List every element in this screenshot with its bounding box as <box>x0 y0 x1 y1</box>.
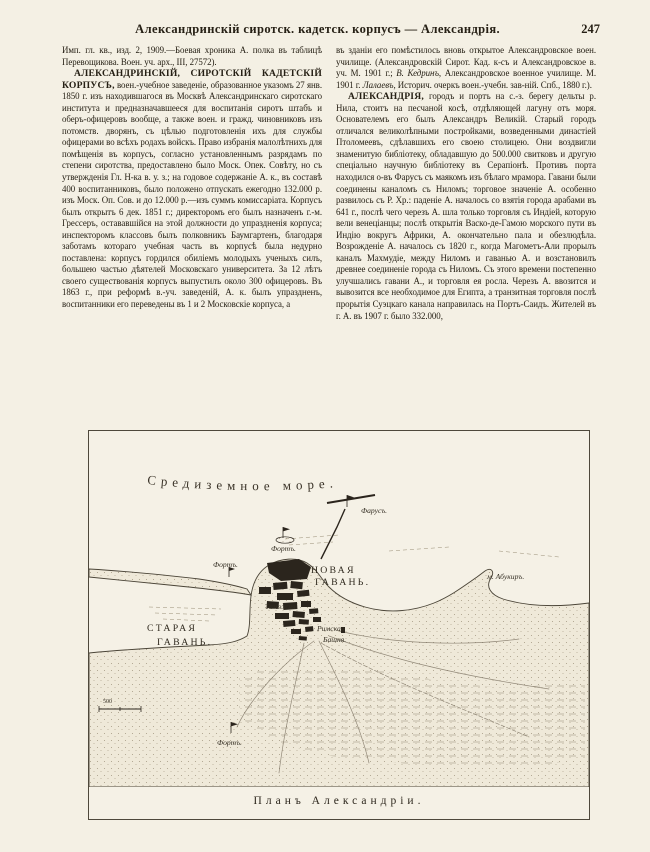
map-label-sea-text: Средиземное море. <box>146 472 339 494</box>
map-label-fort-spit: Фортъ. <box>213 560 238 569</box>
article-body-alexandria: городъ и портъ на с.-з. берегу дельты р. Нила, стоитъ на песчаной косѣ, отдѣляющей лагуну отъ моря. Основателемъ его былъ Александръ Великій. Старый городъ отличался великолѣпными постройками, возведенными династіей Птоломеевъ, сдѣлавшихъ его своею столицею. Они воздвигли знаменитую библіотеку, обладавшую до 500.000 свитковъ и другую спеціально научную библіотеку въ Серапіонѣ. Противъ порта находился о-въ Фарусъ съ маякомъ изъ бѣлаго мрамора. Гавани были соединены каналомъ съ Ниломъ; торговое значеніе А. особенно развилось съ Р. Хр.: паденіе А. началось со взятія города арабами въ 641 г., послѣ чего черезъ А. шла только торговля съ Индіей, которую вели венеціанцы; послѣ открытія Васко-де-Гамою морского пути въ Индію вокругъ Африки, А. окончательно пала и обезлюдѣла. Возрожденіе А. началось съ 1820 г., когда Магометъ-Али прорылъ каналъ Махмудіе, между Ниломъ и гаванью А. и возстановилъ древнее соединеніе города съ Ниломъ. Съ этого времени постепенно улучшались гавани А., и торговля ея росла. Черезъ А. ввозится и вывозится все необходимое для Египта, а транзитная торговля послѣ прорытія Суэцкаго канала направилась на Портъ-Саидъ. Жителей въ г. А. въ 1907 г. было 332.000, <box>336 91 596 321</box>
map-caption: Планъ Александріи. <box>253 795 425 807</box>
map-label-roman-tower-2: Башня. <box>323 635 347 644</box>
map-label-new-harbor-1: НОВАЯ <box>311 565 356 576</box>
author-kedrin: В. Кедринъ <box>396 68 439 79</box>
running-header <box>62 22 600 37</box>
continuation-text-2: , Александровское военное училище. М. 1901 г. <box>336 68 596 90</box>
header-title: Александринскій сиротск. кадетск. корпусъ — Александрія. <box>135 22 501 36</box>
author-lalaev: Лалаевъ <box>362 79 394 90</box>
continuation-text: въ зданіи его помѣстилось вновь открытое Александровское воен. училище. (Александровскій Сирот. Кад. к-съ и Александровское в. уч. М. 1901 г.; <box>336 45 596 79</box>
map-label-roman-tower-1: Римская <box>317 624 345 633</box>
column-left <box>62 45 322 427</box>
text-columns <box>62 45 596 427</box>
paragraph-article-alexandria <box>336 91 596 322</box>
map-label-pharos: Фарусъ. <box>361 506 388 515</box>
pharos-jetty <box>321 495 375 559</box>
map-label-customs: Таможня. <box>265 602 298 611</box>
page-number: 247 <box>581 22 600 36</box>
article-heading-alexandria: АЛЕКСАНДРІЯ, <box>348 91 424 103</box>
paragraph-bibliography: Имп. гл. кв., изд. 2, 1909.—Боевая хроника А. полка въ таблицѣ Перевощикова. Воен. уч. арх., III, 27572). <box>62 45 322 67</box>
paragraph-article-korpus <box>62 68 322 310</box>
map-of-alexandria <box>89 431 589 787</box>
map-label-sea <box>147 472 339 493</box>
map-figure <box>88 430 590 820</box>
map-label-fort-island: Фортъ. <box>271 544 296 553</box>
map-scale-label: 500 <box>103 699 112 705</box>
map-label-old-harbor-1: СТАРАЯ <box>147 623 198 634</box>
article-heading-korpus: АЛЕКСАНДРИНСКІЙ, СИРОТСКІЙ КАДЕТСКІЙ КОРПУСЪ, <box>62 68 322 91</box>
continuation-text-3: , Историч. очеркъ воен.-учебн. зав-ній. Спб., 1880 г.). <box>393 79 592 90</box>
article-body-korpus: воен.-учебное заведеніе, образованное указомъ 27 янв. 1850 г. изъ находившагося въ Москвѣ Александринскаго сиротскаго института и предназначавшееся для воспитанія сиротъ штабъ и оберъ-офицеровъ вообще, а также воен. и гражд. чиновниковъ изъ потомств. дворянъ, съ цѣлью подготовленія ихъ для службы офицерами во всѣхъ родахъ войскъ. Право избранія малолѣтнихъ для помѣщенія въ корпусъ, согласно установленнымъ разрядамъ по степени сиротства, предоставлено было Моск. Опек. Совѣту, но съ утвержденія Гл. Н-ка в. у. з.; на годовое содержаніе А. к., въ составѣ 400 воспитанниковъ, было положено отпускать ежегодно 132.000 р. изъ Моск. Оп. Сов. и до 12.000 р.—изъ суммъ комиссаріата. Корпусъ былъ открытъ 6 дек. 1851 г.; директоромъ его былъ назначенъ г.-м. Грессеръ, остававшійся на этой должности до упраздненія корпуса; инспекторомъ классовъ былъ полковникъ Баумгартенъ, благодаря заботамъ котораго учебная часть въ корпусѣ была недурно поставлена: корпусъ гордился обиліемъ молодыхъ ученыхъ силъ, большею частью дѣятелей Московскаго университета. За 12 лѣтъ своего существованія корпусъ выпустилъ около 300 офицеровъ. Въ 1863 г., при реформѣ в.-уч. заведеній, А. к. былъ упраздненъ, воспитанники его переведены въ 1 и 2 Московскіе корпуса, а <box>62 79 322 310</box>
map-label-new-harbor-2: ГАВАНЬ. <box>315 577 371 588</box>
map-label-abukir: м. Абукиръ. <box>487 572 525 581</box>
map-label-fort-south: Фортъ. <box>217 738 242 747</box>
map-label-old-harbor-2: ГАВАНЬ. <box>157 637 213 648</box>
column-right <box>336 45 596 427</box>
paragraph-continuation <box>336 45 596 91</box>
